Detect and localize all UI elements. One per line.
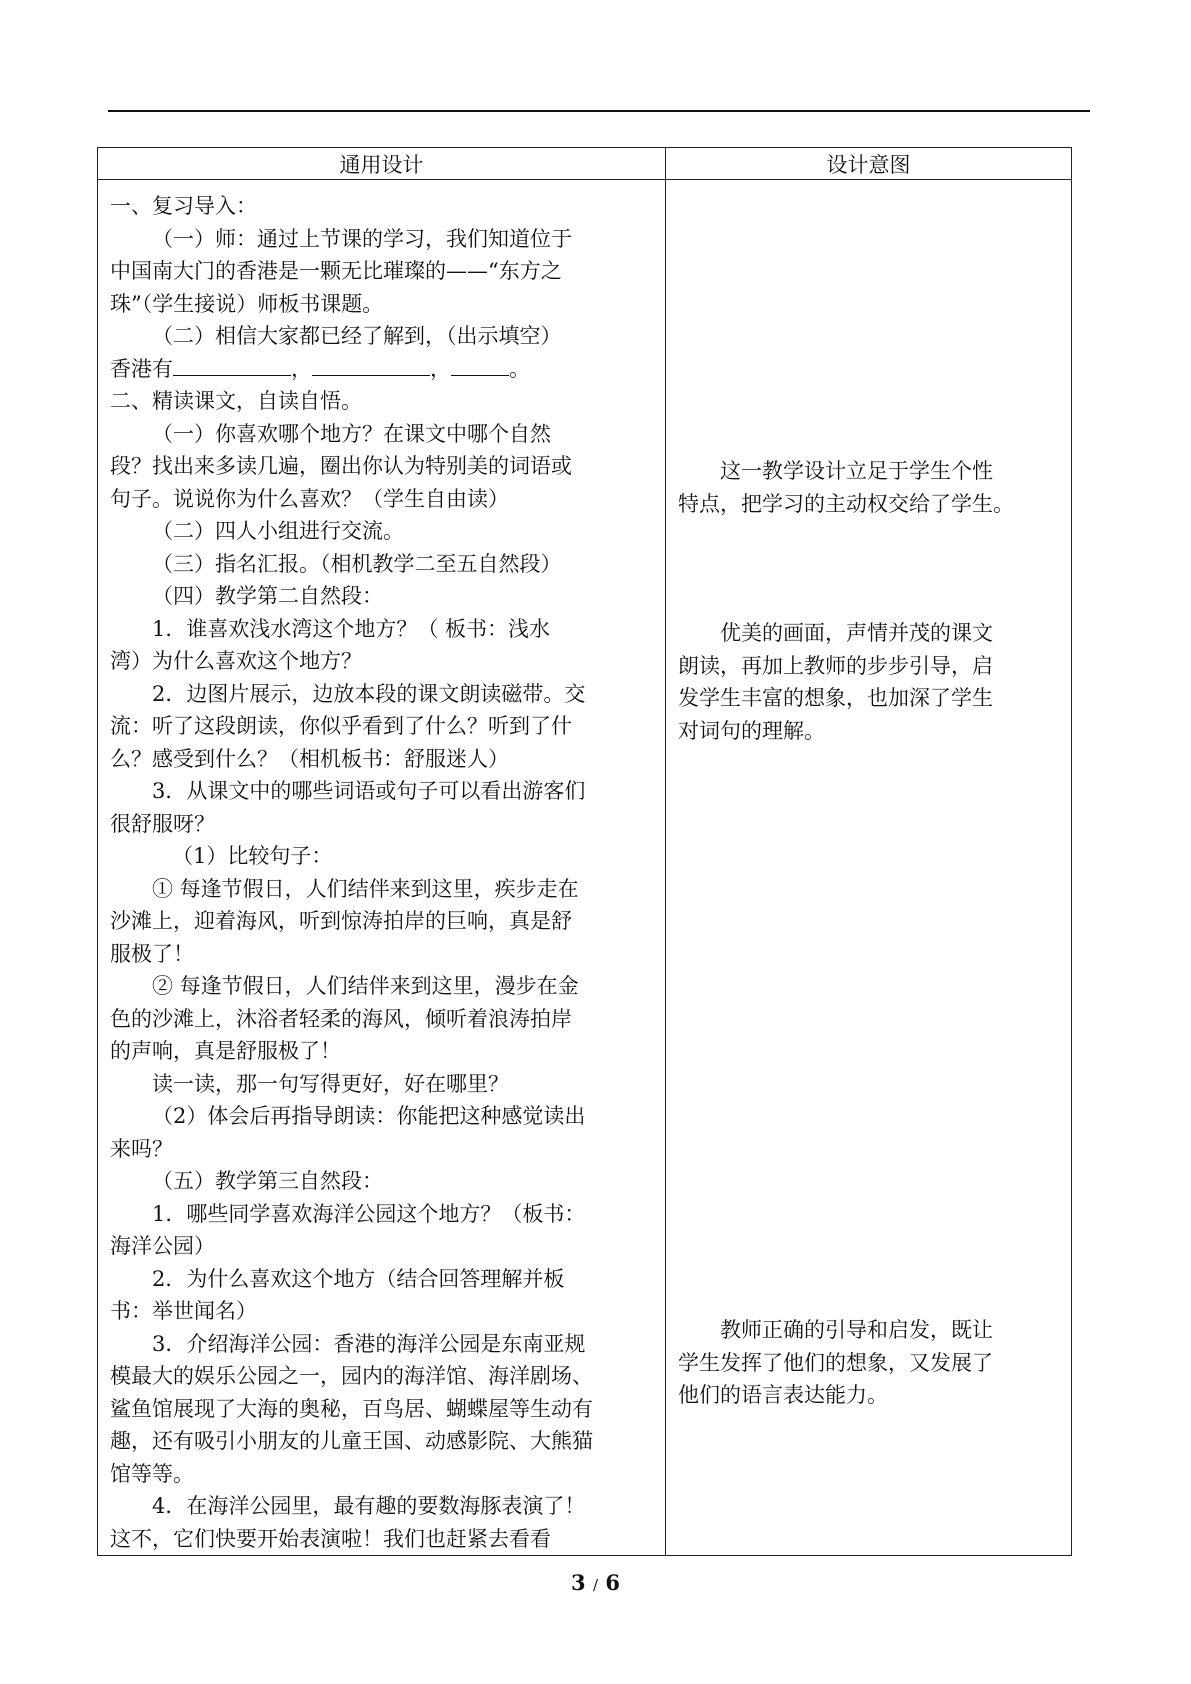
general-design-cell [98, 180, 666, 1556]
design-line [110, 678, 655, 711]
page-separator: / [592, 1576, 599, 1594]
design-line [110, 1100, 655, 1133]
design-line [110, 483, 655, 516]
design-line-text: 2．边图片展示，边放本段的课文朗读磁带。交 [152, 681, 586, 706]
design-line [110, 450, 655, 483]
design-line-text: 句子。说说你为什么喜欢？（学生自由读） [110, 486, 509, 511]
design-line-text: （三）指名汇报。（相机教学二至五自然段） [152, 551, 562, 576]
design-line [110, 970, 655, 1003]
design-line [110, 645, 655, 678]
design-line [110, 1263, 655, 1296]
design-line [110, 515, 655, 548]
lesson-plan-table [97, 147, 1072, 1556]
design-line-text: 二、精读课文，自读自悟。 [110, 389, 362, 413]
design-line-text: 1．哪些同学喜欢海洋公园这个地方？（板书： [152, 1201, 586, 1226]
design-line [110, 1458, 655, 1491]
page-total: 6 [605, 1570, 620, 1595]
design-line-text: （一）师：通过上节课的学习，我们知道位于 [152, 226, 572, 251]
blank-punctuation: ， [291, 356, 312, 381]
design-intent-line: 朗读，再加上教师的步步引导，启 [678, 653, 993, 678]
header-general-design: 通用设计 [98, 148, 666, 180]
design-line [110, 1393, 655, 1426]
design-line [110, 418, 655, 451]
design-intent-note-3 [678, 1314, 1063, 1412]
design-line-text: 海洋公园） [110, 1234, 215, 1258]
design-line [110, 255, 655, 288]
design-line-text: 一、复习导入： [110, 194, 257, 218]
design-line [110, 775, 655, 808]
design-intent-line: 发学生丰富的想象，也加深了学生 [678, 686, 993, 710]
design-line [110, 1003, 655, 1036]
page-current: 3 [571, 1570, 586, 1595]
design-line-text: 湾）为什么喜欢这个地方？ [110, 649, 362, 673]
design-intent-line: 优美的画面，声情并茂的课文 [720, 621, 993, 645]
design-intent-line: 学生发挥了他们的想象，又发展了 [678, 1350, 993, 1375]
design-line-text: 1．谁喜欢浅水湾这个地方？（ 板书：浅水 [152, 616, 551, 641]
design-line [110, 353, 655, 386]
design-line-text: 流：听了这段朗读，你似乎看到了什么？听到了什 [110, 714, 572, 738]
design-line-text: （2）体会后再指导朗读：你能把这种感觉读出 [152, 1104, 586, 1128]
design-line-text: 珠”（学生接说）师板书课题。 [110, 291, 384, 316]
design-line-text: ② 每逢节假日，人们结伴来到这里，漫步在金 [152, 974, 579, 998]
design-line [110, 1425, 655, 1458]
design-line [110, 1198, 655, 1231]
design-line-text: 色的沙滩上，沐浴者轻柔的海风，倾听着浪涛拍岸 [110, 1006, 572, 1031]
blank-punctuation: 。 [509, 356, 530, 381]
design-line-text: （一）你喜欢哪个地方？在课文中哪个自然 [152, 421, 551, 446]
design-line-text: 段？找出来多读几遍，圈出你认为特别美的词语或 [110, 454, 572, 478]
design-line-text: 很舒服呀？ [110, 811, 215, 836]
design-line-text: （1）比较句子： [172, 844, 333, 868]
design-line [110, 320, 655, 353]
design-line [110, 873, 655, 906]
design-line [110, 548, 655, 581]
design-line-text: ① 每逢节假日，人们结伴来到这里，疾步走在 [152, 876, 579, 901]
design-line [110, 1230, 655, 1263]
design-intent-line: 他们的语言表达能力。 [678, 1383, 888, 1407]
design-line [110, 1360, 655, 1393]
design-line-text: 的声响，真是舒服极了！ [110, 1039, 341, 1063]
design-intent-line: 特点，把学习的主动权交给了学生。 [678, 491, 1014, 516]
page-number [0, 1570, 1191, 1595]
design-line [110, 808, 655, 841]
design-line-text: 读一读，那一句写得更好，好在哪里？ [152, 1071, 509, 1096]
header-design-intent: 设计意图 [666, 148, 1072, 180]
design-line-text: 4．在海洋公园里，最有趣的要数海豚表演了！ [152, 1494, 586, 1518]
design-line-text: 3．介绍海洋公园：香港的海洋公园是东南亚规 [152, 1331, 586, 1356]
design-line-text: （二）四人小组进行交流。 [152, 519, 404, 543]
design-line [110, 840, 655, 873]
design-line-text: 中国南大门的香港是一颗无比璀璨的——“东方之 [110, 259, 562, 283]
design-line [110, 1490, 655, 1523]
design-line [110, 223, 655, 256]
design-line [110, 710, 655, 743]
design-line-text: （四）教学第二自然段： [152, 584, 383, 608]
design-line [110, 190, 655, 223]
design-intent-note-2 [678, 617, 1063, 747]
design-line [110, 613, 655, 646]
design-line [110, 905, 655, 938]
fill-in-blank [312, 353, 430, 376]
design-line [110, 1295, 655, 1328]
table-body-row [98, 180, 1072, 1556]
design-line [110, 1523, 655, 1556]
design-line [110, 1165, 655, 1198]
design-line-text: 这不，它们快要开始表演啦！我们也赶紧去看看 [110, 1526, 551, 1551]
fill-in-blank [451, 353, 509, 376]
design-intent-line: 这一教学设计立足于学生个性 [720, 459, 993, 483]
design-line-text: 沙滩上，迎着海风，听到惊涛拍岸的巨响，真是舒 [110, 909, 572, 933]
design-line-text: （二）相信大家都已经了解到，（出示填空） [152, 324, 562, 348]
design-line [110, 385, 655, 418]
design-line-text: 2．为什么喜欢这个地方（结合回答理解并板 [152, 1266, 565, 1291]
design-intent-note-1 [678, 455, 1063, 520]
blank-punctuation: ， [430, 356, 451, 381]
design-line-text: 3．从课文中的哪些词语或句子可以看出游客们 [152, 779, 586, 803]
fill-in-blank [173, 353, 291, 376]
design-line-text: 么？感受到什么？（相机板书：舒服迷人） [110, 746, 509, 771]
design-line-text: 鲨鱼馆展现了大海的奥秘，百鸟居、蝴蝶屋等生动有 [110, 1396, 593, 1421]
design-line [110, 288, 655, 321]
design-line [110, 743, 655, 776]
design-intent-line: 对词句的理解。 [678, 718, 825, 743]
design-line-text: 书：举世闻名） [110, 1299, 257, 1323]
design-line [110, 1133, 655, 1166]
design-intent-line: 教师正确的引导和启发，既让 [720, 1318, 993, 1342]
design-line-text: 趣，还有吸引小朋友的儿童王国、动感影院、大熊猫 [110, 1429, 593, 1453]
design-line [110, 938, 655, 971]
design-line [110, 1068, 655, 1101]
design-line-text: （五）教学第三自然段： [152, 1169, 383, 1193]
header-rule [108, 110, 1090, 112]
design-line-text: 服极了！ [110, 941, 194, 966]
design-line-text: 馆等等。 [110, 1461, 194, 1486]
design-line [110, 1328, 655, 1361]
design-line-text: 来吗？ [110, 1136, 173, 1161]
design-line [110, 1035, 655, 1068]
table-header-row [98, 148, 1072, 180]
design-line [110, 580, 655, 613]
design-line-text: 香港有 [110, 356, 173, 381]
design-intent-cell [666, 180, 1072, 1556]
design-line-text: 模最大的娱乐公园之一，园内的海洋馆、海洋剧场、 [110, 1364, 593, 1388]
